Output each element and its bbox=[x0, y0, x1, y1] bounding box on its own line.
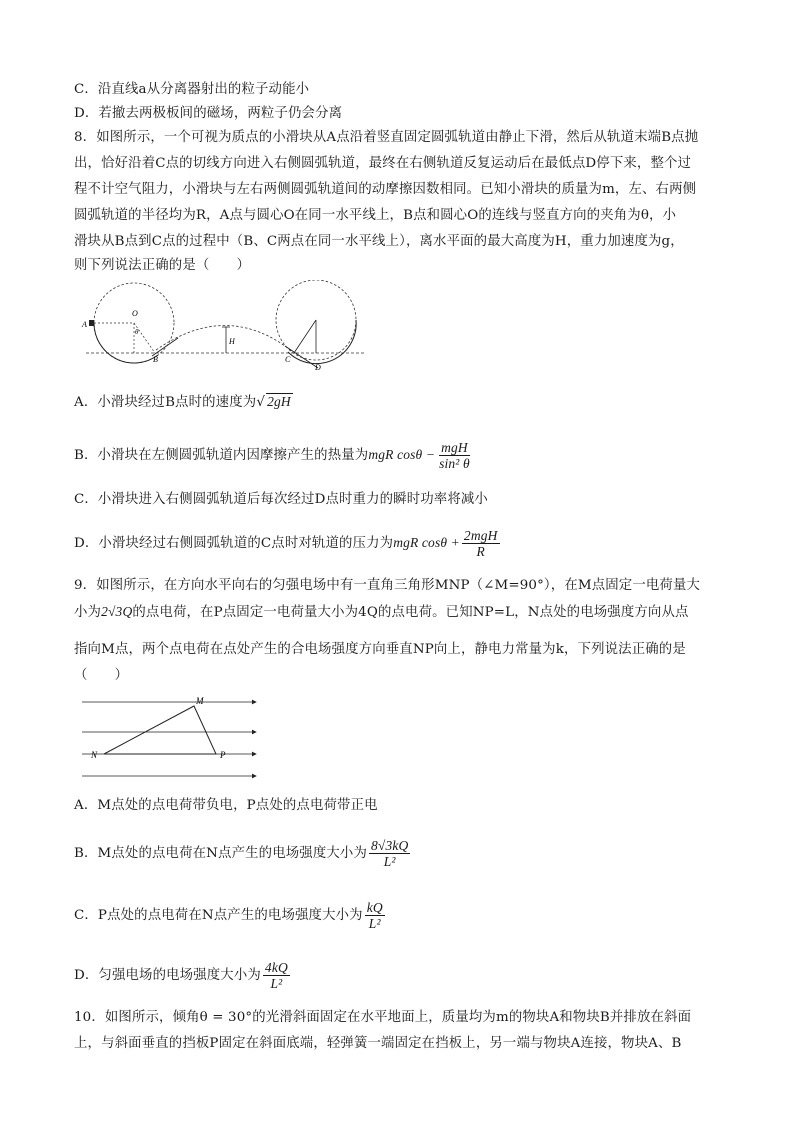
q9-option-c-text: C．P点处的点电荷在N点产生的电场强度大小为 bbox=[74, 908, 363, 923]
q8-stem-line-3: 程不计空气阻力，小滑块与左右两侧圆弧轨道间的动摩擦因数相同。已知小滑块的质量为m，左、右两侧 bbox=[74, 182, 697, 197]
label-theta: θ bbox=[135, 328, 139, 336]
q8-option-a: A．小滑块经过B点时的速度为√ 2gH bbox=[74, 394, 291, 410]
q8-option-a-text: A．小滑块经过B点时的速度为 bbox=[74, 395, 257, 410]
q8-option-d-num: 2mgH bbox=[463, 528, 498, 543]
q8-option-b-frac bbox=[437, 440, 472, 471]
q8-option-b bbox=[74, 440, 734, 471]
q10-stem-line-2: 上，与斜面垂直的挡板P固定在斜面底端，轻弹簧一端固定在挡板上，另一端与物块A连接，物块A、B bbox=[74, 1036, 682, 1051]
q9-option-b-frac bbox=[369, 838, 410, 869]
q8-diagram bbox=[80, 280, 370, 375]
q7-option-d: D．若撤去两极板间的磁场，两粒子仍会分离 bbox=[74, 106, 343, 121]
q9-stem-line-2a: 小为 bbox=[74, 605, 102, 620]
q9-stem-line-2b: 的点电荷，在P点固定一电荷量大小为4Q的点电荷。已知NP=L，N点处的电场强度方向从点 bbox=[132, 605, 689, 620]
q9-stem-line-3: 指向M点，两个点电荷在点处产生的合电场强度方向垂直NP向上，静电力常量为k，下列说法正确的是 bbox=[74, 642, 686, 657]
q8-option-a-math: 2gH bbox=[267, 394, 291, 409]
q9-stem-line-4: （ ） bbox=[74, 668, 129, 683]
label-p: P bbox=[220, 750, 226, 760]
q9-option-c-frac bbox=[365, 900, 385, 931]
label-h: H bbox=[229, 337, 235, 346]
q9-diagram bbox=[78, 692, 268, 782]
q9-stem-line-2 bbox=[74, 602, 734, 623]
q9-option-c bbox=[74, 900, 734, 931]
label-m: M bbox=[196, 696, 204, 706]
q9-option-b-num: 8√3kQ bbox=[371, 838, 409, 853]
label-o: O bbox=[132, 309, 138, 318]
q8-option-d bbox=[74, 528, 734, 559]
q9-option-b-den: L² bbox=[383, 854, 396, 869]
q8-option-d-math: mgR cosθ + bbox=[393, 535, 460, 550]
q9-option-d-den: L² bbox=[270, 976, 283, 991]
q9-option-a: A．M点处的点电荷带负电，P点处的点电荷带正电 bbox=[74, 798, 378, 813]
q9-option-d-frac bbox=[263, 960, 290, 991]
q8-stem-line-1: 8．如图所示，一个可视为质点的小滑块从A点沿着竖直固定圆弧轨道由静止下滑，然后从轨道末端B点抛 bbox=[74, 130, 699, 145]
q8-stem-line-6: 则下列说法正确的是（ ） bbox=[74, 258, 251, 273]
label-b: B bbox=[153, 355, 158, 364]
q9-option-d-num: 4kQ bbox=[264, 960, 288, 975]
q8-option-b-text: B．小滑块在左侧圆弧轨道内因摩擦产生的热量为 bbox=[74, 448, 369, 463]
q9-charge-math: 2√3Q bbox=[101, 604, 133, 619]
q9-option-c-num: kQ bbox=[366, 900, 383, 915]
q8-option-b-den: sin² θ bbox=[439, 456, 470, 471]
q9-option-b bbox=[74, 838, 734, 869]
q9-option-d bbox=[74, 960, 734, 991]
q8-stem-line-2: 出，恰好沿着C点的切线方向进入右侧圆弧轨道，最终在右侧轨道反复运动后在最低点D停下来，整个过 bbox=[74, 156, 692, 171]
q8-option-b-math: mgR cosθ − bbox=[368, 447, 436, 462]
q8-option-c: C．小滑块进入右侧圆弧轨道后每次经过D点时重力的瞬时功率将减小 bbox=[74, 492, 488, 507]
q8-option-b-num: mgH bbox=[441, 440, 468, 455]
q8-option-d-den: R bbox=[476, 544, 485, 559]
q9-option-b-text: B．M点处的点电荷在N点产生的电场强度大小为 bbox=[74, 846, 367, 861]
label-d: D bbox=[315, 363, 321, 372]
q8-option-d-frac bbox=[462, 528, 500, 559]
q9-option-c-den: L² bbox=[368, 916, 381, 931]
q8-stem-line-5: 滑块从B点到C点的过程中（B、C两点在同一水平线上），离水平面的最大高度为H，重力加速度为g， bbox=[74, 234, 684, 249]
q8-option-d-text: D．小滑块经过右侧圆弧轨道的C点时对轨道的压力为 bbox=[74, 536, 394, 551]
label-n: N bbox=[91, 750, 98, 760]
q9-stem-line-1: 9．如图所示，在方向水平向右的匀强电场中有一直角三角形MNP（∠M=90°），在M点固定一电荷量大 bbox=[74, 578, 701, 593]
q10-stem-line-1: 10．如图所示，倾角θ = 30°的光滑斜面固定在水平地面上，质量均为m的物块A和物块B并排放在斜面 bbox=[74, 1010, 692, 1025]
q7-option-c: C．沿直线a从分离器射出的粒子动能小 bbox=[74, 82, 310, 97]
label-c: C bbox=[285, 355, 291, 364]
q8-stem-line-4: 圆弧轨道的半径均为R，A点与圆心O在同一水平线上，B点和圆心O的连线与竖直方向的夹角为θ，小 bbox=[74, 208, 677, 223]
label-a: A bbox=[82, 320, 87, 329]
q9-option-d-text: D．匀强电场的电场强度大小为 bbox=[74, 968, 261, 983]
